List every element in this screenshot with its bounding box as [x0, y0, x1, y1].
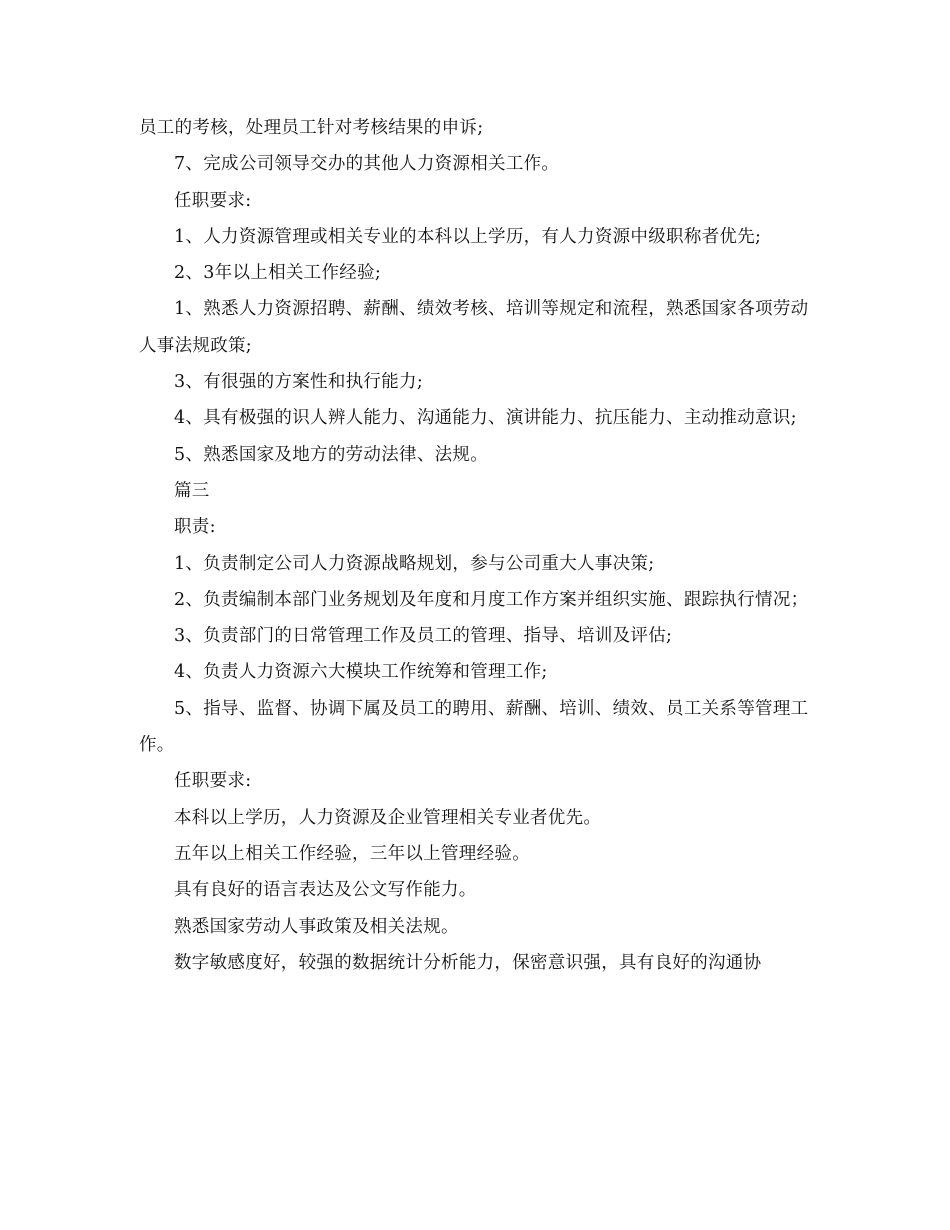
paragraph-experience: 五年以上相关工作经验，三年以上管理经验。: [174, 843, 530, 864]
paragraph-requirement-1: 1、人力资源管理或相关专业的本科以上学历，有人力资源中级职称者优先;: [174, 226, 762, 247]
paragraph-data-skills: 数字敏感度好，较强的数据统计分析能力，保密意识强，具有良好的沟通协: [174, 952, 762, 973]
paragraph-requirement-3: 3、有很强的方案性和执行能力;: [174, 372, 424, 393]
paragraph-appraisal-appeals: 员工的考核，处理员工针对考核结果的申诉;: [139, 118, 484, 138]
paragraph-writing-skills: 具有良好的语言表达及公文写作能力。: [174, 880, 477, 901]
paragraph-labor-policy: 熟悉国家劳动人事政策及相关法规。: [174, 916, 459, 937]
paragraph-requirement-4: 4、具有极强的识人辨人能力、沟通能力、演讲能力、抗压能力、主动推动意识;: [174, 408, 797, 429]
paragraph-duty-1: 1、负责制定公司人力资源战略规划，参与公司重大人事决策;: [174, 553, 655, 574]
section-heading-duties: 职责:: [174, 517, 216, 538]
paragraph-duty-4: 4、负责人力资源六大模块工作统筹和管理工作;: [174, 662, 548, 683]
document-body: [139, 110, 811, 981]
section-heading-requirements: 任职要求:: [174, 190, 252, 211]
section-heading-part-three: 篇三: [174, 480, 210, 501]
paragraph-requirement-5: 5、熟悉国家及地方的劳动法律、法规。: [174, 444, 489, 465]
paragraph-requirement-1b: 1、熟悉人力资源招聘、薪酬、绩效考核、培训等规定和流程，熟悉国家各项劳动人事法规政策;: [139, 299, 809, 356]
section-heading-requirements-2: 任职要求:: [174, 771, 252, 792]
paragraph-duty-5: 5、指导、监督、协调下属及员工的聘用、薪酬、培训、绩效、员工关系等管理工作。: [139, 698, 809, 756]
paragraph-education: 本科以上学历，人力资源及企业管理相关专业者优先。: [174, 807, 602, 828]
paragraph-duty-2: 2、负责编制本部门业务规划及年度和月度工作方案并组织实施、跟踪执行情况；: [174, 589, 809, 610]
paragraph-requirement-2: 2、3年以上相关工作经验;: [174, 263, 382, 284]
paragraph-duty-3: 3、负责部门的日常管理工作及员工的管理、指导、培训及评估;: [174, 626, 673, 647]
paragraph-duty-7: 7、完成公司领导交办的其他人力资源相关工作。: [174, 154, 560, 175]
